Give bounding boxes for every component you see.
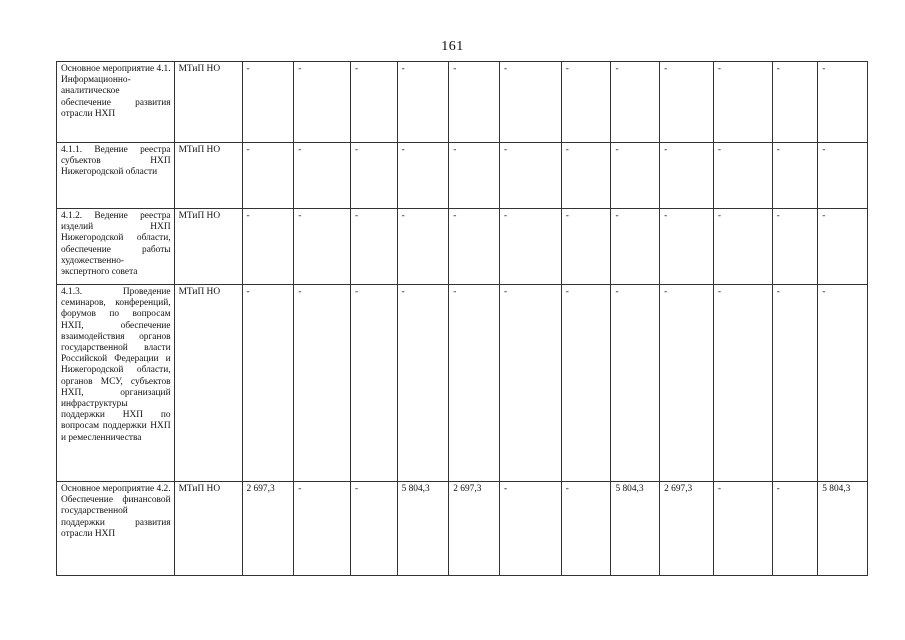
value-cell: - bbox=[772, 209, 818, 285]
value-cell: - bbox=[818, 285, 868, 482]
value-cell: - bbox=[397, 62, 449, 143]
value-cell: - bbox=[499, 285, 561, 482]
value-cell: - bbox=[397, 285, 449, 482]
measure-name-cell: 4.1.1. Ведение реестра субъектов НХП Нижегородской области bbox=[57, 143, 175, 209]
value-cell: - bbox=[772, 285, 818, 482]
responsible-org-cell: МТиП НО bbox=[174, 209, 242, 285]
value-cell: 5 804,3 bbox=[397, 482, 449, 576]
responsible-org-cell: МТиП НО bbox=[174, 62, 242, 143]
value-cell: - bbox=[611, 285, 660, 482]
value-cell: - bbox=[499, 482, 561, 576]
table-row bbox=[57, 62, 868, 143]
responsible-org-cell: МТиП НО bbox=[174, 482, 242, 576]
value-cell: - bbox=[499, 209, 561, 285]
value-cell: - bbox=[397, 143, 449, 209]
value-cell: - bbox=[818, 143, 868, 209]
value-cell: - bbox=[660, 62, 714, 143]
value-cell: 2 697,3 bbox=[660, 482, 714, 576]
value-cell: - bbox=[350, 482, 397, 576]
value-cell: - bbox=[294, 143, 351, 209]
value-cell: 2 697,3 bbox=[449, 482, 500, 576]
value-cell: - bbox=[449, 62, 500, 143]
measure-name-cell: 4.1.3. Проведение семинаров, конференций, форумов по вопросам НХП, обеспечение взаимодействия органов государственной власти Российской Федерации и Нижегородской области, органов МСУ, субъектов НХП, организаций инфраструктуры поддержки НХП по вопросам поддержки НХП и ремесленничества bbox=[57, 285, 175, 482]
value-cell: - bbox=[713, 209, 772, 285]
value-cell: - bbox=[611, 209, 660, 285]
value-cell: - bbox=[294, 209, 351, 285]
value-cell: - bbox=[660, 285, 714, 482]
table-row bbox=[57, 285, 868, 482]
table-row bbox=[57, 143, 868, 209]
value-cell: - bbox=[660, 209, 714, 285]
value-cell: - bbox=[713, 482, 772, 576]
value-cell: - bbox=[449, 209, 500, 285]
value-cell: - bbox=[350, 285, 397, 482]
measure-name-cell: 4.1.2. Ведение реестра изделий НХП Нижегородской области, обеспечение работы художественно-экспертного совета bbox=[57, 209, 175, 285]
value-cell: - bbox=[242, 285, 294, 482]
value-cell: - bbox=[818, 209, 868, 285]
value-cell: - bbox=[713, 143, 772, 209]
value-cell: - bbox=[772, 482, 818, 576]
value-cell: - bbox=[294, 285, 351, 482]
value-cell: - bbox=[561, 143, 611, 209]
value-cell: - bbox=[350, 209, 397, 285]
value-cell: - bbox=[242, 143, 294, 209]
value-cell: - bbox=[611, 143, 660, 209]
table-row bbox=[57, 209, 868, 285]
value-cell: - bbox=[449, 143, 500, 209]
value-cell: - bbox=[350, 62, 397, 143]
value-cell: - bbox=[611, 62, 660, 143]
program-measures-table bbox=[56, 61, 868, 576]
value-cell: - bbox=[561, 62, 611, 143]
value-cell: - bbox=[449, 285, 500, 482]
value-cell: 5 804,3 bbox=[818, 482, 868, 576]
measure-name-cell: Основное мероприятие 4.2. Обеспечение финансовой государственной поддержки развития отрасли НХП bbox=[57, 482, 175, 576]
value-cell: - bbox=[242, 62, 294, 143]
value-cell: - bbox=[397, 209, 449, 285]
value-cell: - bbox=[499, 143, 561, 209]
value-cell: - bbox=[818, 62, 868, 143]
table-body bbox=[57, 62, 868, 576]
responsible-org-cell: МТиП НО bbox=[174, 143, 242, 209]
value-cell: - bbox=[499, 62, 561, 143]
value-cell: - bbox=[772, 143, 818, 209]
value-cell: - bbox=[660, 143, 714, 209]
value-cell: - bbox=[713, 285, 772, 482]
value-cell: - bbox=[350, 143, 397, 209]
responsible-org-cell: МТиП НО bbox=[174, 285, 242, 482]
value-cell: 5 804,3 bbox=[611, 482, 660, 576]
value-cell: 2 697,3 bbox=[242, 482, 294, 576]
measure-name-cell: Основное мероприятие 4.1. Информационно-аналитическое обеспечение развития отрасли НХП bbox=[57, 62, 175, 143]
value-cell: - bbox=[294, 62, 351, 143]
value-cell: - bbox=[713, 62, 772, 143]
value-cell: - bbox=[561, 482, 611, 576]
value-cell: - bbox=[242, 209, 294, 285]
value-cell: - bbox=[772, 62, 818, 143]
value-cell: - bbox=[561, 285, 611, 482]
value-cell: - bbox=[294, 482, 351, 576]
table-row bbox=[57, 482, 868, 576]
page-number: 161 bbox=[441, 39, 464, 54]
value-cell: - bbox=[561, 209, 611, 285]
